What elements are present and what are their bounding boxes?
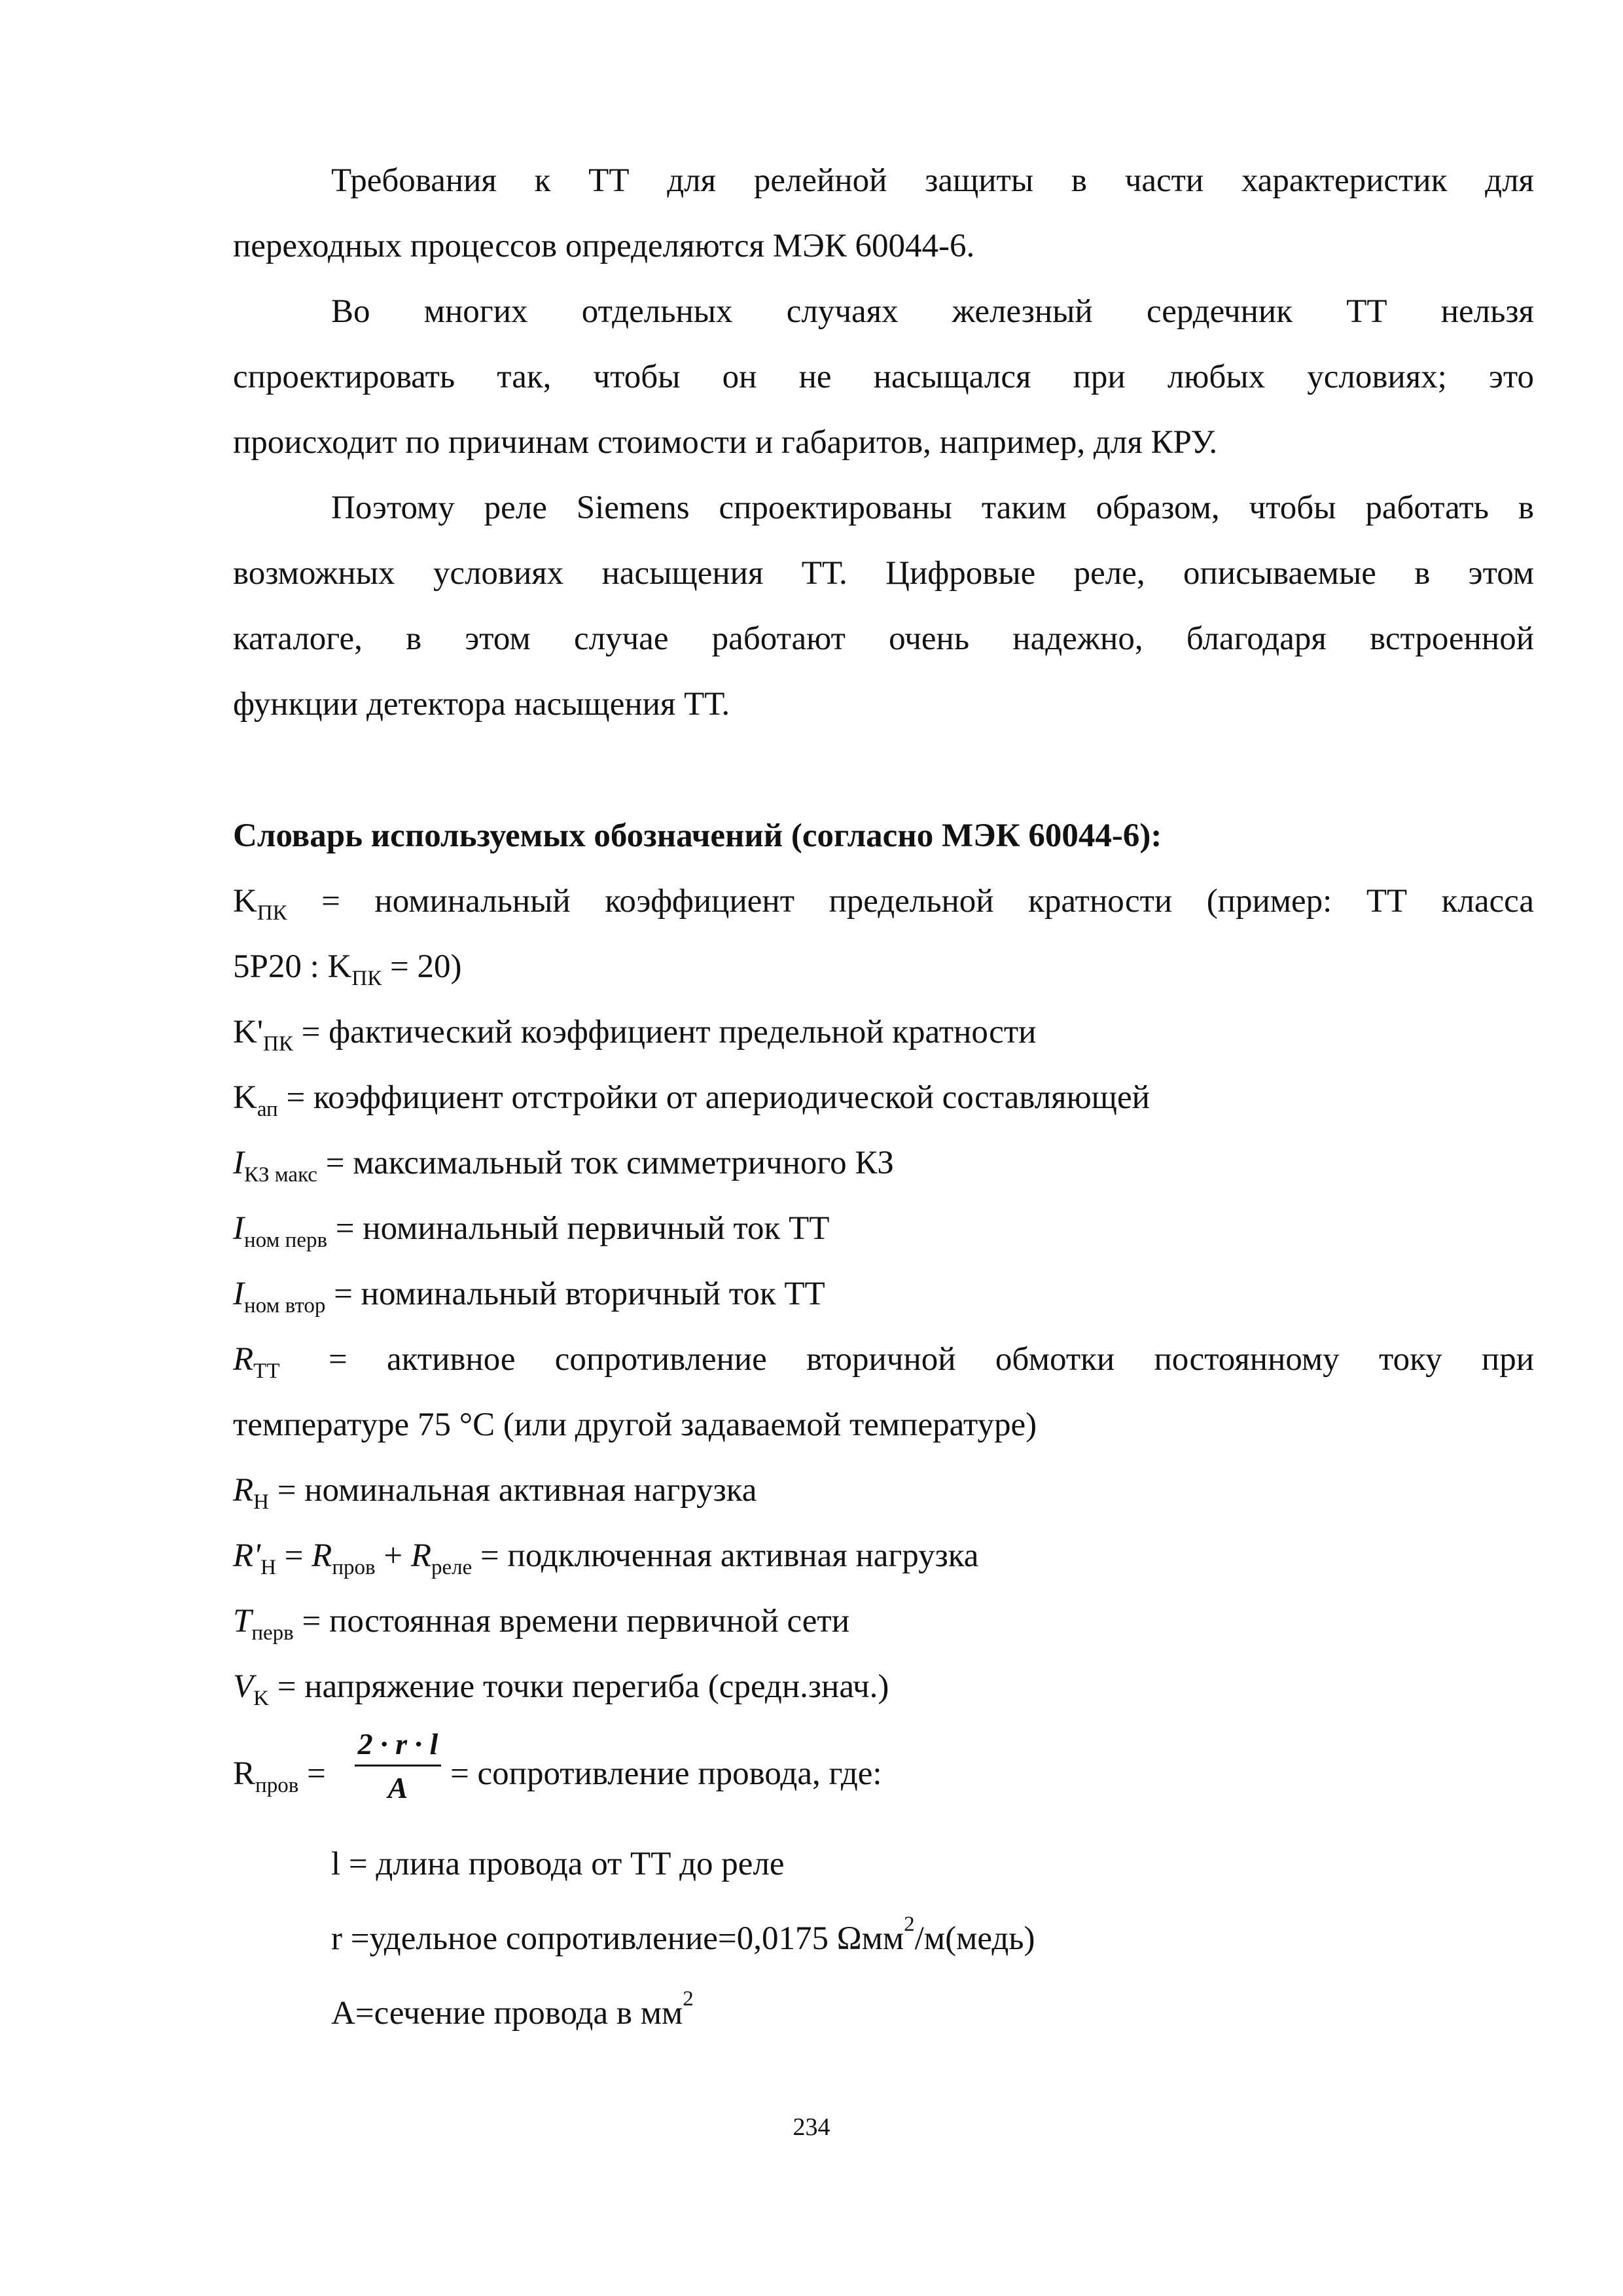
glossary-kpk-line-1 (233, 882, 1534, 925)
cross-section-text: A=сечение провода в мм (331, 1995, 683, 2032)
definition: = номинальный вторичный ток ТТ (325, 1276, 825, 1312)
symbol-subscript: ПК (351, 967, 382, 990)
glossary-ikz (233, 1143, 1534, 1187)
glossary-kpk-line-2 (233, 947, 1534, 990)
page-number: 234 (793, 2113, 830, 2141)
resistivity-text: r =удельное сопротивление=0,0175 Ωмм (331, 1920, 904, 1957)
term-subscript: пров (332, 1556, 376, 1579)
definition: = номинальный коэффициент предельной кратности (пример: ТТ класса (287, 883, 1534, 920)
definition: = напряжение точки перегиба (средн.знач.) (269, 1668, 889, 1705)
glossary-kpk-actual (233, 1013, 1534, 1056)
definition: = коэффициент отстройки от апериодической составляющей (277, 1079, 1150, 1116)
symbol-subscript: ПК (263, 1032, 293, 1056)
symbol: K' (233, 1014, 264, 1050)
paragraph-1-line-1: Требования к ТТ для релейной защиты в части характеристик для (331, 162, 1534, 199)
fraction-denominator: A (387, 1771, 408, 1804)
symbol: I (233, 1210, 244, 1247)
definition-resistivity (331, 1912, 1534, 1962)
glossary-rtt-line-2: температуре 75 °C (или другой задаваемой температуре) (233, 1407, 1037, 1443)
glossary-inom-primary (233, 1209, 1534, 1252)
definition: = подключенная активная нагрузка (472, 1537, 979, 1574)
equals-sign: = (298, 1755, 326, 1792)
example-text: 5P20 : K (233, 948, 352, 985)
glossary-rprov-desc: = сопротивление провода, где: (450, 1755, 882, 1792)
symbol-subscript: пров (255, 1774, 299, 1797)
symbol-subscript: ПК (257, 901, 287, 925)
fraction-bar (355, 1765, 441, 1767)
definition: = постоянная времени первичной сети (293, 1603, 849, 1640)
term-symbol: R (410, 1537, 431, 1574)
glossary-tperv (233, 1602, 1534, 1645)
symbol-subscript: ном втор (243, 1294, 326, 1318)
glossary-rtt-line-1: = активное сопротивление вторичной обмотки постоянному току при (329, 1341, 1534, 1378)
paragraph-2-line-2: спроектировать так, чтобы он не насыщался при любых условиях; это (233, 359, 1534, 395)
glossary-vk (233, 1667, 1534, 1710)
superscript: 2 (904, 1912, 915, 1936)
superscript: 2 (683, 1987, 694, 2011)
symbol: I (233, 1145, 244, 1181)
paragraph-3-line-1: Поэтому реле Siemens спроектированы таким образом, чтобы работать в (331, 490, 1534, 526)
definition: = максимальный ток симметричного КЗ (317, 1145, 894, 1181)
symbol: V (233, 1668, 254, 1705)
symbol: R (233, 1472, 254, 1509)
paragraph-2-line-3: происходит по причинам стоимости и габаритов, например, для КРУ. (233, 424, 1218, 461)
paragraph-2-line-1: Во многих отдельных случаях железный сердечник ТТ нельзя (331, 293, 1534, 330)
term-subscript: реле (431, 1556, 473, 1579)
symbol-subscript: КЗ макс (243, 1163, 317, 1187)
wire-resistance-fraction (355, 1727, 441, 1806)
symbol: R' (233, 1537, 261, 1574)
paragraph-3-line-2: возможных условиях насыщения ТТ. Цифровые реле, описываемые в этом (233, 555, 1534, 592)
paragraph-1-line-2: переходных процессов определяются МЭК 60044-6. (233, 228, 975, 264)
glossary-rn (233, 1471, 1534, 1514)
symbol: K (233, 883, 257, 920)
glossary-heading: Словарь используемых обозначений (согласно МЭК 60044-6): (233, 817, 1162, 854)
symbol-subscript: ап (257, 1098, 278, 1121)
symbol: R (233, 1755, 256, 1792)
symbol: I (233, 1276, 244, 1312)
definition: = номинальный первичный ток ТТ (327, 1210, 830, 1247)
example-value: = 20) (382, 948, 462, 985)
paragraph-3-line-3: каталоге, в этом случае работают очень надежно, благодаря встроенной (233, 620, 1534, 657)
symbol: T (233, 1603, 252, 1640)
symbol-subscript: перв (251, 1621, 294, 1645)
symbol: R (233, 1341, 254, 1378)
symbol: K (233, 1079, 257, 1116)
symbol-subscript: ном перв (243, 1229, 328, 1252)
resistivity-unit: /м(медь) (914, 1920, 1035, 1957)
glossary-rprov-lhs (233, 1754, 357, 1797)
definition: = номинальная активная нагрузка (269, 1472, 757, 1509)
symbol-subscript: Н (260, 1556, 276, 1579)
symbol-subscript: ТТ (253, 1359, 280, 1383)
paragraph-3-line-4: функции детектора насыщения ТТ. (233, 686, 730, 723)
symbol-subscript: K (253, 1687, 269, 1710)
fraction-numerator: 2 · r · l (357, 1727, 438, 1761)
definition: = фактический коэффициент предельной кратности (293, 1014, 1037, 1050)
glossary-rn-actual (233, 1536, 1534, 1579)
glossary-inom-secondary (233, 1274, 1534, 1318)
symbol-subscript: Н (253, 1490, 269, 1514)
plus-sign: + (375, 1537, 411, 1574)
term-symbol: R (312, 1537, 332, 1574)
definition-wire-length: l = длина провода от ТТ до реле (331, 1846, 785, 1882)
glossary-kap (233, 1078, 1534, 1121)
definition-cross-section (331, 1987, 1534, 2037)
equals-sign: = (276, 1537, 312, 1574)
